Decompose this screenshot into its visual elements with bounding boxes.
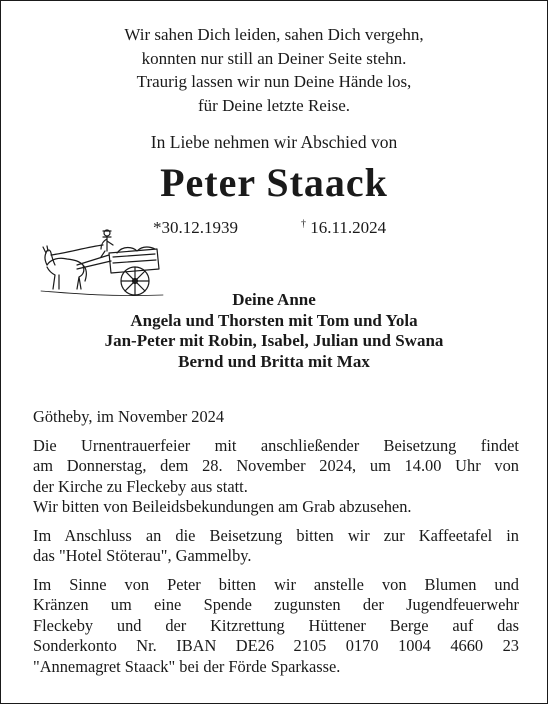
service-line: Wir bitten von Beileidsbekundungen am Grab abzusehen.	[33, 497, 412, 516]
service-line: Die Urnentrauerfeier mit anschließender Beisetzung findet	[33, 435, 519, 455]
service-line: der Kirche zu Fleckeby aus statt.	[33, 476, 248, 496]
intro-text: In Liebe nehmen wir Abschied von	[150, 132, 398, 152]
deceased-name: Peter Staack	[160, 160, 388, 205]
poem-line: konnten nur still an Deiner Seite stehn.	[141, 48, 407, 68]
poem-line: Wir sahen Dich leiden, sahen Dich vergehn,	[124, 25, 424, 44]
donation-line: Fleckeby und der Kitzrettung Hüttener Berge auf das	[33, 615, 519, 635]
coffee-line: das "Hotel Stöterau", Gammelby.	[33, 546, 252, 565]
family-line: Deine Anne	[232, 290, 316, 309]
service-line: am Donnerstag, dem 28. November 2024, um 14.00 Uhr von	[33, 456, 519, 475]
birth-symbol: *	[153, 218, 162, 237]
family-line: Bernd und Britta mit Max	[178, 351, 370, 371]
place-date: Götheby, im November 2024	[33, 407, 225, 426]
family-line: Angela und Thorsten mit Tom und Yola	[130, 310, 418, 330]
donation-line: Im Sinne von Peter bitten wir anstelle von Blumen und	[33, 574, 519, 594]
donation-line: Kränzen um eine Spende zugunsten der Jugendfeuerwehr	[33, 595, 519, 614]
poem	[1, 23, 547, 117]
family-line: Jan-Peter mit Robin, Isabel, Julian und Swana	[104, 331, 444, 350]
death-symbol: †	[301, 218, 306, 230]
family-list	[1, 290, 547, 372]
birth-date: *30.12.1939	[153, 218, 238, 237]
death-date: † 16.11.2024	[301, 218, 387, 237]
donation-line: Sonderkonto Nr. IBAN DE26 2105 0170 1004 4660 23	[33, 636, 519, 655]
coffee-line: Im Anschluss an die Beisetzung bitten wir zur Kaffeetafel in	[33, 525, 519, 545]
poem-line: für Deine letzte Reise.	[198, 95, 350, 115]
donation-line: "Annemagret Staack" bei der Förde Sparkasse.	[33, 656, 341, 676]
notice-text	[33, 407, 519, 677]
poem-line: Traurig lassen wir nun Deine Hände los,	[136, 72, 412, 91]
